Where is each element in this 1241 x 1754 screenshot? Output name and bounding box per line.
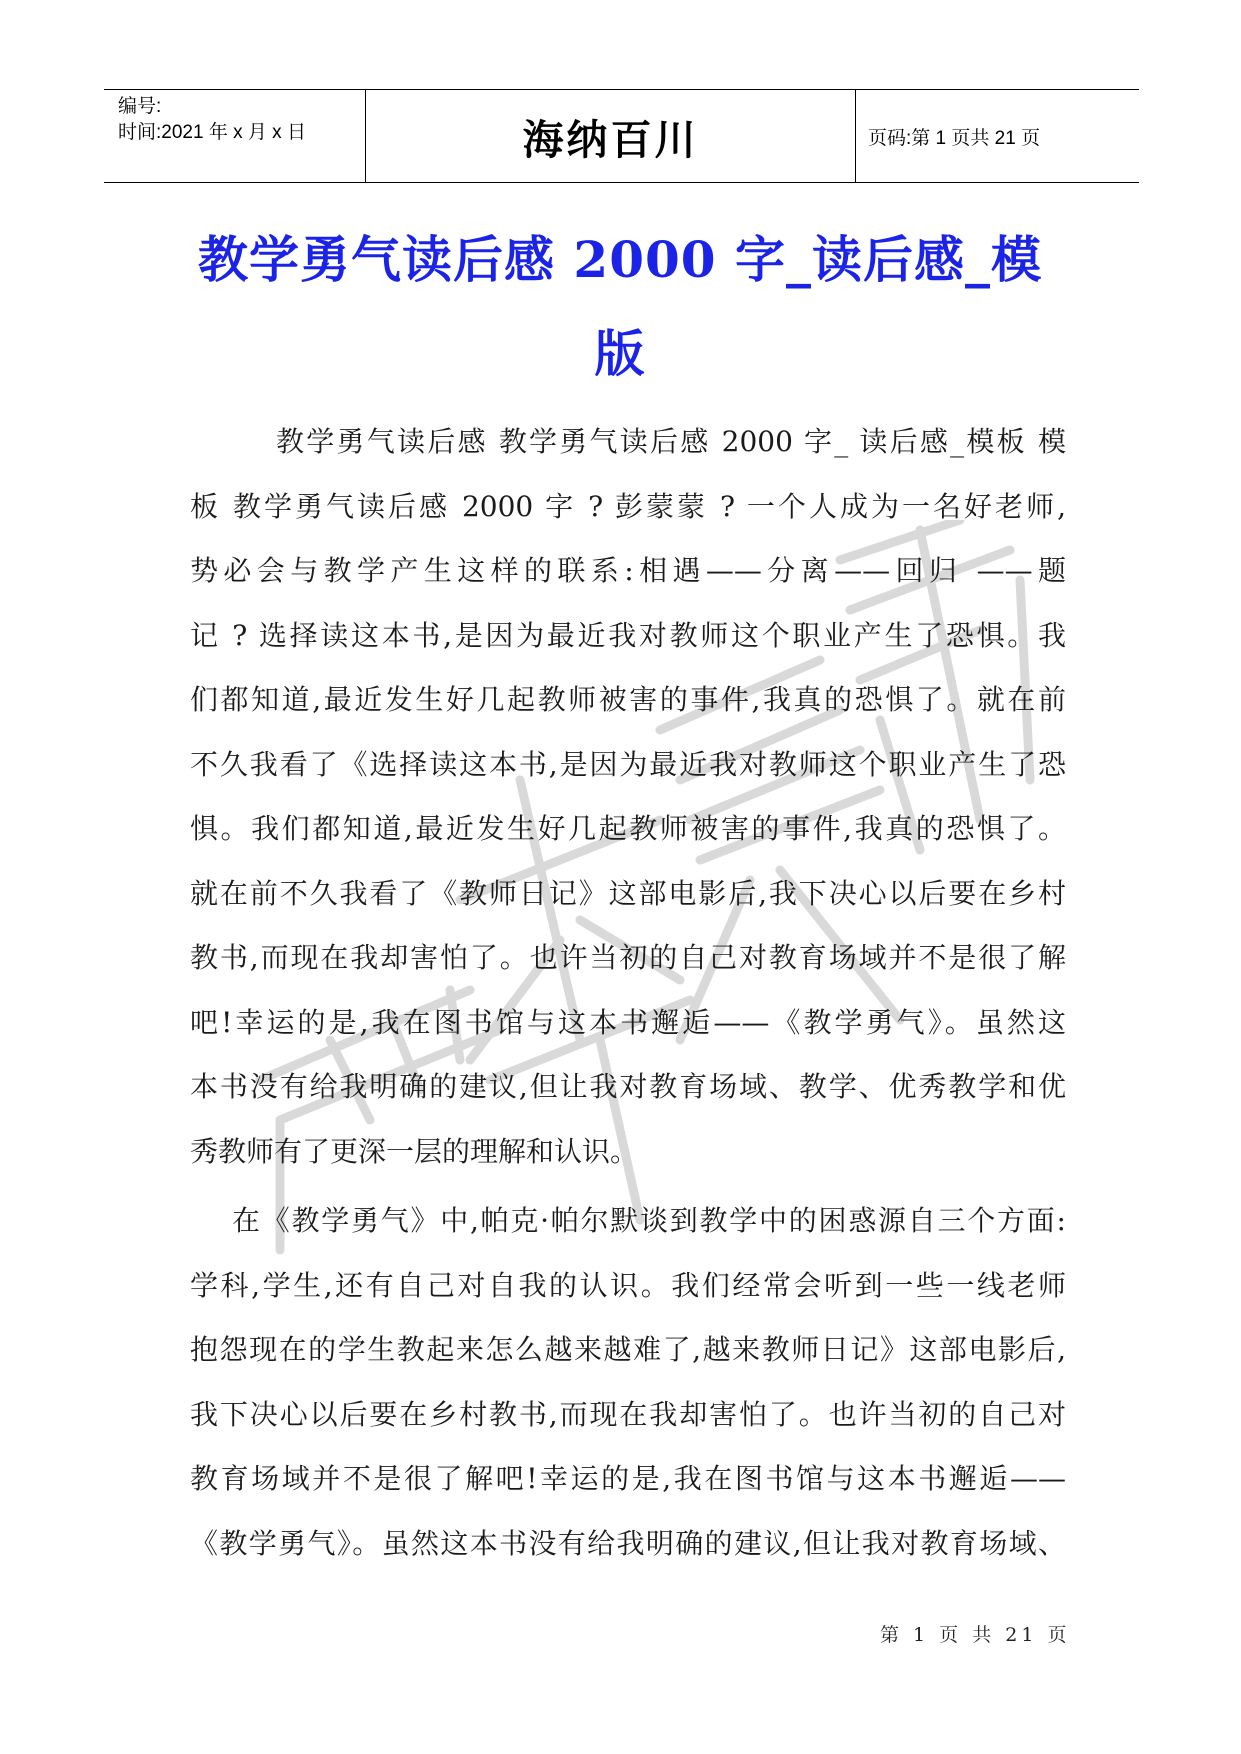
document-title <box>170 213 1070 401</box>
document-number-label: 编号: <box>118 96 162 117</box>
body-line: 教书,而现在我却害怕了。也许当初的自己对教育场域并不是很了解 <box>190 941 1066 974</box>
document-time-label: 时间:2021 年 x 月 x 日 <box>118 122 306 143</box>
company-name: 海纳百川 <box>366 90 856 182</box>
body-line: 抱怨现在的学生教起来怎么越来越难了,越来教师日记》这部电影后, <box>190 1333 1066 1366</box>
document-body <box>190 416 1066 1582</box>
document-header <box>104 89 1139 183</box>
body-line: 在《教学勇气》中,帕克·帕尔默谈到教学中的困惑源自三个方面: <box>232 1204 1066 1237</box>
body-line: 吧!幸运的是,我在图书馆与这本书邂逅——《教学勇气》。虽然这 <box>190 1005 1066 1039</box>
body-line: 不久我看了《选择读这本书,是因为最近我对教师这个职业产生了恐 <box>190 747 1066 781</box>
body-line: 惧。我们都知道,最近发生好几起教师被害的事件,我真的恐惧了。 <box>190 812 1066 845</box>
body-line: 《教学勇气》。虽然这本书没有给我明确的建议,但让我对教育场域、 <box>190 1526 1066 1560</box>
header-meta-cell <box>104 90 366 182</box>
page-footer: 第 1 页 共 21 页 <box>880 1624 1071 1646</box>
body-line: 秀教师有了更深一层的理解和认识。 <box>190 1134 639 1168</box>
body-line: 我下决心以后要在乡村教书,而现在我却害怕了。也许当初的自己对 <box>190 1397 1066 1431</box>
body-line: 记 ? 选择读这本书,是因为最近我对教师这个职业产生了恐惧。我 <box>190 618 1066 652</box>
title-line-2: 版 <box>594 324 646 383</box>
body-line: 教育场域并不是很了解吧!幸运的是,我在图书馆与这本书邂逅—— <box>190 1462 1066 1495</box>
body-line: 学科,学生,还有自己对自我的认识。我们经常会听到一些一线老师 <box>190 1268 1066 1302</box>
body-line: 板 教学勇气读后感 2000 字 ? 彭蒙蒙 ? 一个人成为一名好老师, <box>190 489 1066 523</box>
title-line-1: 教学勇气读后感 2000 字_读后感_模 <box>198 230 1042 289</box>
header-page-label: 页码:第 1 页共 21 页 <box>868 127 1041 149</box>
body-line: 势必会与教学产生这样的联系:相遇——分离——回归 ——题 <box>190 554 1066 587</box>
body-line: 就在前不久我看了《教师日记》这部电影后,我下决心以后要在乡村 <box>190 876 1066 910</box>
body-line: 教学勇气读后感 教学勇气读后感 2000 字_ 读后感_模板 模 <box>276 425 1066 458</box>
body-line: 本书没有给我明确的建议,但让我对教育场域、教学、优秀教学和优 <box>190 1070 1066 1103</box>
body-line: 们都知道,最近发生好几起教师被害的事件,我真的恐惧了。就在前 <box>190 683 1066 716</box>
